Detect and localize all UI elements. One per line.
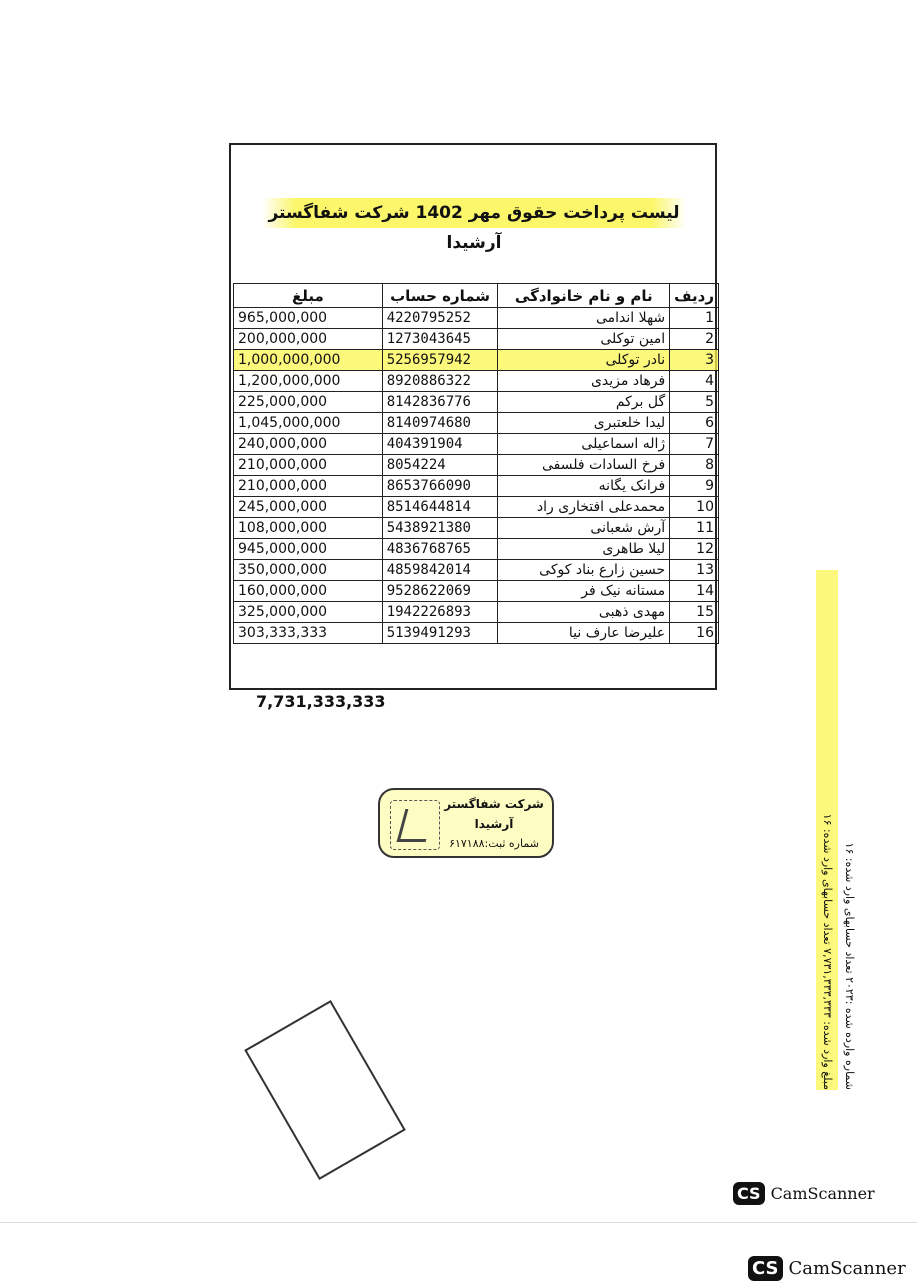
camscanner-watermark-top (733, 1182, 875, 1205)
side-note-line-2: مبلغ وارد شده: ۷,۷۳۱,۳۳۳,۳۳۳ تعداد حسابهای وارد شده: ۱۶ (816, 570, 838, 1090)
cell-name: مهدی ذهبی (498, 602, 670, 623)
cell-amount: 945,000,000 (234, 539, 383, 560)
cell-account: 5438921380 (382, 518, 498, 539)
camscanner-label: CamScanner (770, 1184, 875, 1203)
camscanner-watermark-bottom (748, 1256, 906, 1281)
cell-row-number: 3 (670, 350, 719, 371)
cell-row-number: 6 (670, 413, 719, 434)
table-row (234, 371, 719, 392)
cell-name: آرش شعبانی (498, 518, 670, 539)
table-row (234, 560, 719, 581)
cell-row-number: 15 (670, 602, 719, 623)
cell-row-number: 2 (670, 329, 719, 350)
camscanner-icon: CS (748, 1256, 783, 1281)
total-amount: 7,731,333,333 (256, 692, 386, 711)
cell-account: 8140974680 (382, 413, 498, 434)
cell-row-number: 13 (670, 560, 719, 581)
payroll-table (233, 283, 719, 644)
cell-account: 8142836776 (382, 392, 498, 413)
cell-row-number: 7 (670, 434, 719, 455)
camscanner-label: CamScanner (788, 1258, 906, 1279)
cell-row-number: 12 (670, 539, 719, 560)
cell-name: لیدا خلعتبری (498, 413, 670, 434)
cell-row-number: 9 (670, 476, 719, 497)
cell-account: 8920886322 (382, 371, 498, 392)
cell-name: لیلا طاهری (498, 539, 670, 560)
table-row (234, 539, 719, 560)
cell-amount: 1,200,000,000 (234, 371, 383, 392)
cell-account: 8653766090 (382, 476, 498, 497)
cell-account: 5139491293 (382, 623, 498, 644)
stamp-registration-number: شماره ثبت:۶۱۷۱۸۸ (449, 837, 539, 850)
cell-name: نادر توکلی (498, 350, 670, 371)
cell-row-number: 1 (670, 308, 719, 329)
cell-name: فرهاد مزیدی (498, 371, 670, 392)
cell-account: 404391904 (382, 434, 498, 455)
cell-amount: 240,000,000 (234, 434, 383, 455)
table-row (234, 434, 719, 455)
cell-amount: 245,000,000 (234, 497, 383, 518)
cell-row-number: 11 (670, 518, 719, 539)
table-header-row (234, 284, 719, 308)
cell-amount: 108,000,000 (234, 518, 383, 539)
cell-amount: 200,000,000 (234, 329, 383, 350)
cell-amount: 1,045,000,000 (234, 413, 383, 434)
cell-name: شهلا اندامی (498, 308, 670, 329)
cell-name: فرانک یگانه (498, 476, 670, 497)
cell-row-number: 8 (670, 455, 719, 476)
cell-account: 9528622069 (382, 581, 498, 602)
cell-amount: 325,000,000 (234, 602, 383, 623)
cell-name: ژاله اسماعیلی (498, 434, 670, 455)
payroll-body (234, 308, 719, 644)
table-row (234, 329, 719, 350)
table-row (234, 455, 719, 476)
table-row (234, 476, 719, 497)
cell-name: فرخ السادات فلسفی (498, 455, 670, 476)
side-note-line-1: شماره وارده شده :۲۰۲۳ تعداد حسابهای وارد شده: ۱۶ (843, 842, 856, 1090)
cell-amount: 1,000,000,000 (234, 350, 383, 371)
cell-account: 8054224 (382, 455, 498, 476)
cell-name: محمدعلی افتخاری راد (498, 497, 670, 518)
cell-amount: 350,000,000 (234, 560, 383, 581)
cell-name: علیرضا عارف نیا (498, 623, 670, 644)
cell-name: حسین زارع بناد کوکی (498, 560, 670, 581)
table-row (234, 518, 719, 539)
column-header-amount: مبلغ (234, 284, 383, 308)
table-row (234, 308, 719, 329)
cell-amount: 160,000,000 (234, 581, 383, 602)
table-row (234, 413, 719, 434)
table-row (234, 392, 719, 413)
cell-amount: 965,000,000 (234, 308, 383, 329)
cell-amount: 210,000,000 (234, 476, 383, 497)
column-header-name: نام و نام خانوادگی (498, 284, 670, 308)
cell-row-number: 5 (670, 392, 719, 413)
cell-account: 1942226893 (382, 602, 498, 623)
table-row (234, 581, 719, 602)
cell-amount: 303,333,333 (234, 623, 383, 644)
cell-row-number: 14 (670, 581, 719, 602)
cell-amount: 225,000,000 (234, 392, 383, 413)
cell-account: 4836768765 (382, 539, 498, 560)
camscanner-icon: CS (733, 1182, 765, 1205)
cell-name: مستانه نیک فر (498, 581, 670, 602)
cell-account: 8514644814 (382, 497, 498, 518)
table-row (234, 350, 719, 371)
cell-row-number: 16 (670, 623, 719, 644)
cell-name: امین توکلی (498, 329, 670, 350)
cell-amount: 210,000,000 (234, 455, 383, 476)
cell-row-number: 10 (670, 497, 719, 518)
cell-account: 5256957942 (382, 350, 498, 371)
table-row (234, 602, 719, 623)
registry-stamp (244, 1000, 406, 1180)
column-header-account: شماره حساب (382, 284, 498, 308)
company-logo-icon (390, 800, 440, 850)
table-row (234, 623, 719, 644)
company-stamp-text (444, 794, 544, 854)
cell-account: 1273043645 (382, 329, 498, 350)
cell-account: 4859842014 (382, 560, 498, 581)
stamp-company-name: شرکت شفاگستر (444, 797, 544, 811)
stamp-company-subname: آرشیدا (474, 817, 514, 831)
cell-row-number: 4 (670, 371, 719, 392)
column-header-row: ردیف (670, 284, 719, 308)
registry-stamp-text (320, 1003, 403, 1135)
page-divider (0, 1222, 917, 1223)
cell-account: 4220795252 (382, 308, 498, 329)
document-title: لیست پرداخت حقوق مهر 1402 شرکت شفاگستر آرشیدا (262, 198, 686, 228)
side-handwritten-notes (710, 570, 860, 1090)
table-row (234, 497, 719, 518)
company-stamp (378, 788, 554, 858)
cell-name: گل برکم (498, 392, 670, 413)
